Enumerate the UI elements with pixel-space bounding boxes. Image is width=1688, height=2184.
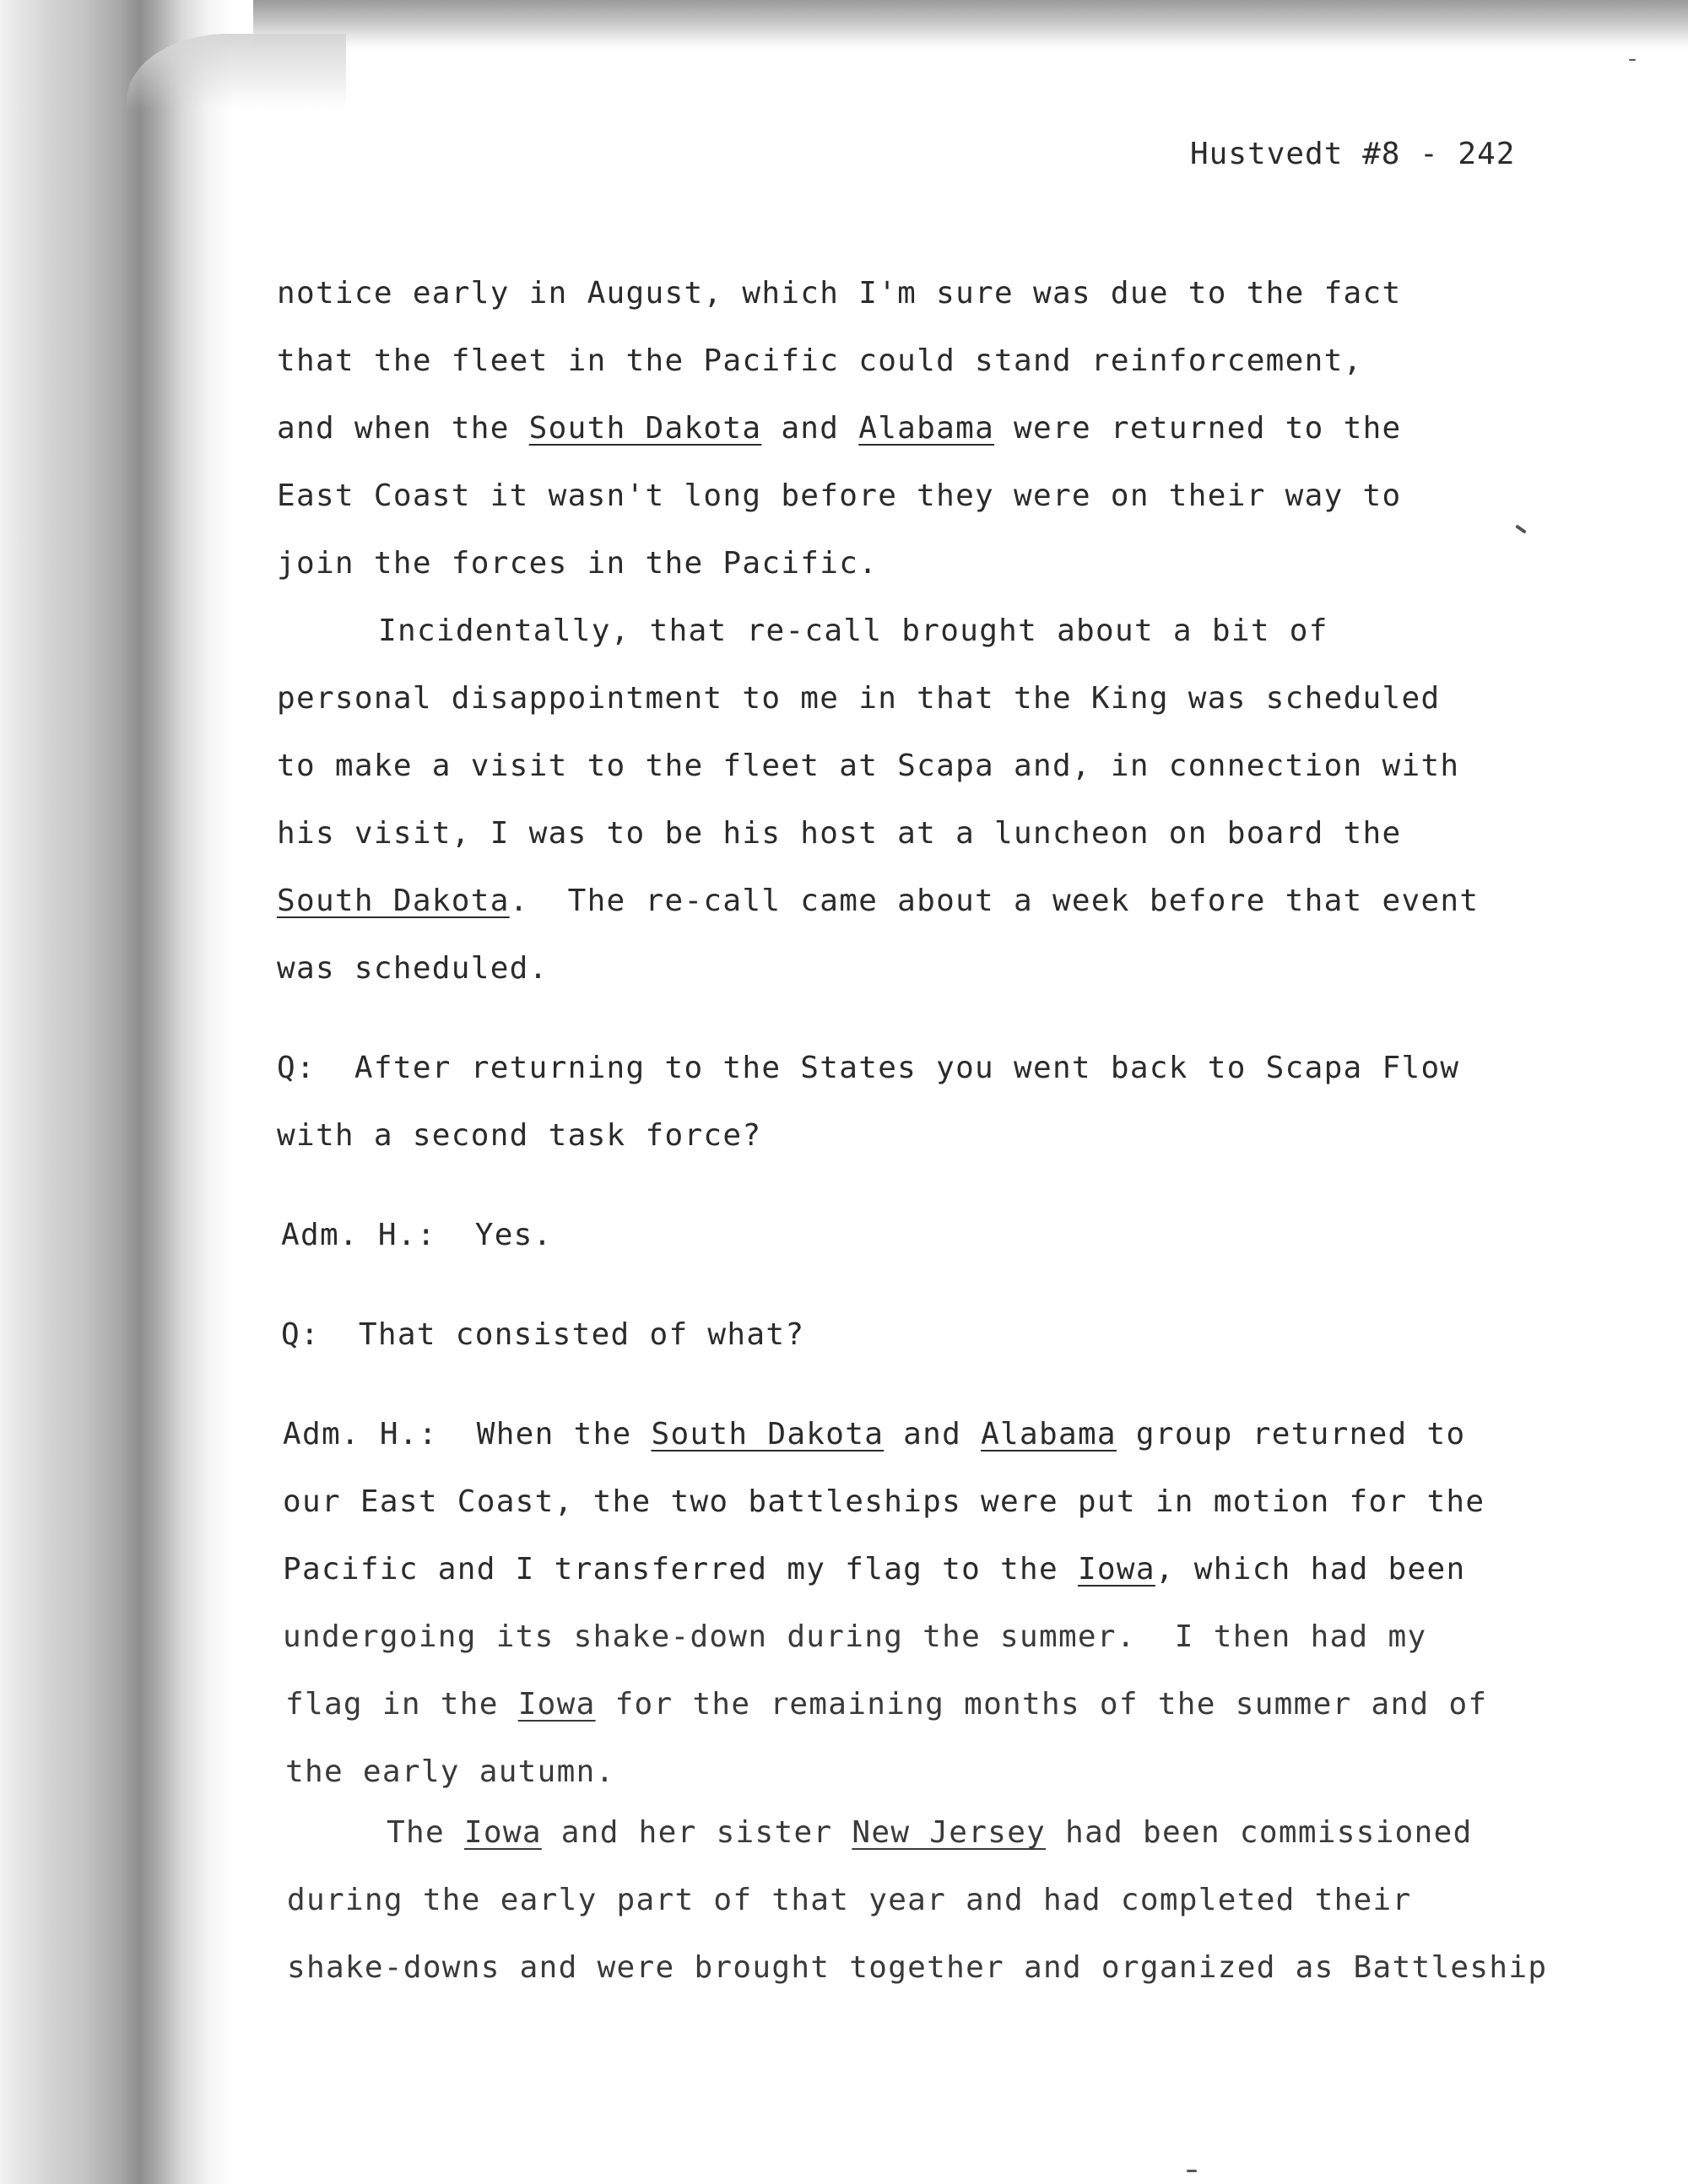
ship-name-underlined: Alabama — [858, 411, 995, 446]
text-line — [277, 886, 1479, 916]
text-line — [283, 1554, 1465, 1585]
text-segment: Adm. H.: When the — [283, 1417, 652, 1451]
text-segment: The — [387, 1815, 464, 1850]
text-segment: . The re-call came about a week before that event — [509, 884, 1480, 918]
text-segment: personal disappointment to me in that the King was scheduled — [277, 681, 1441, 716]
text-line — [277, 751, 1459, 781]
ship-name-underlined: New Jersey — [852, 1815, 1047, 1850]
text-segment: was scheduled. — [277, 951, 549, 986]
text-segment: notice early in August, which I'm sure was due to the fact — [277, 276, 1402, 311]
ship-name-underlined: Iowa — [1077, 1552, 1155, 1587]
text-segment: Adm. H.: Yes. — [281, 1218, 553, 1252]
text-line — [283, 1619, 1427, 1654]
page-header: Hustvedt #8 - 242 — [1190, 137, 1516, 171]
text-segment: for the remaining months of the summer and of — [595, 1687, 1488, 1722]
text-segment: Q: After returning to the States you went back to Scapa Flow — [277, 1051, 1460, 1085]
text-line — [287, 1885, 1411, 1916]
ship-name-underlined: South Dakota — [277, 884, 510, 918]
ship-name-underlined: Iowa — [517, 1687, 596, 1722]
text-line — [283, 1419, 1465, 1450]
text-line — [277, 278, 1401, 309]
text-segment: that the fleet in the Pacific could stand reinforcement, — [277, 343, 1363, 378]
text-line — [277, 343, 1363, 378]
text-line — [387, 1815, 1473, 1850]
scan-binding-shadow — [0, 0, 253, 2184]
ship-name-underlined: South Dakota — [528, 411, 762, 446]
text-segment: had been commissioned — [1046, 1815, 1473, 1850]
text-line — [277, 478, 1402, 513]
text-segment: the early autumn. — [285, 1754, 615, 1789]
text-segment: and — [884, 1417, 982, 1451]
ship-name-underlined: Alabama — [981, 1417, 1117, 1451]
text-line — [277, 951, 549, 986]
text-segment: and her sister — [541, 1815, 852, 1850]
ship-name-underlined: South Dakota — [651, 1417, 885, 1451]
text-line — [277, 1053, 1459, 1084]
text-line — [287, 1950, 1548, 1985]
text-line — [277, 546, 879, 581]
text-segment: were returned to the — [994, 411, 1402, 446]
text-segment: group returned to — [1116, 1417, 1466, 1451]
text-line — [277, 1118, 762, 1153]
text-segment: join the forces in the Pacific. — [277, 546, 879, 581]
text-segment: flag in the — [285, 1687, 518, 1722]
text-segment: shake-downs and were brought together and organized as Battleship — [287, 1950, 1548, 1985]
text-segment: Q: That consisted of what? — [281, 1317, 805, 1352]
text-segment: undergoing its shake-down during the summer. I then had my — [283, 1619, 1427, 1654]
text-segment: Pacific and I transferred my flag to the — [283, 1552, 1078, 1587]
text-segment: Incidentally, that re-call brought about a bit of — [378, 614, 1328, 648]
text-line — [285, 1754, 615, 1789]
text-line — [378, 616, 1328, 646]
text-line — [281, 1317, 805, 1352]
ship-name-underlined: Iowa — [463, 1815, 542, 1850]
text-line — [285, 1689, 1487, 1720]
scan-speck — [1629, 59, 1636, 61]
text-segment: with a second task force? — [277, 1118, 762, 1153]
text-segment: his visit, I was to be his host at a luncheon on board the — [277, 816, 1402, 851]
text-segment: our East Coast, the two battleships were put in motion for the — [283, 1484, 1485, 1519]
text-line — [277, 816, 1402, 851]
text-segment: to make a visit to the fleet at Scapa and, in connection with — [277, 749, 1460, 783]
text-line — [281, 1220, 553, 1251]
text-segment: during the early part of that year and had completed their — [287, 1883, 1412, 1917]
text-segment: , which had been — [1155, 1552, 1466, 1587]
scan-speck — [1187, 2170, 1197, 2172]
text-line — [277, 681, 1441, 716]
text-segment: East Coast it wasn't long before they were on their way to — [277, 478, 1402, 513]
text-segment: and — [761, 411, 859, 446]
text-line — [283, 1484, 1485, 1519]
text-line — [277, 411, 1402, 446]
scan-speck — [1515, 524, 1527, 533]
text-segment: and when the — [277, 411, 529, 446]
